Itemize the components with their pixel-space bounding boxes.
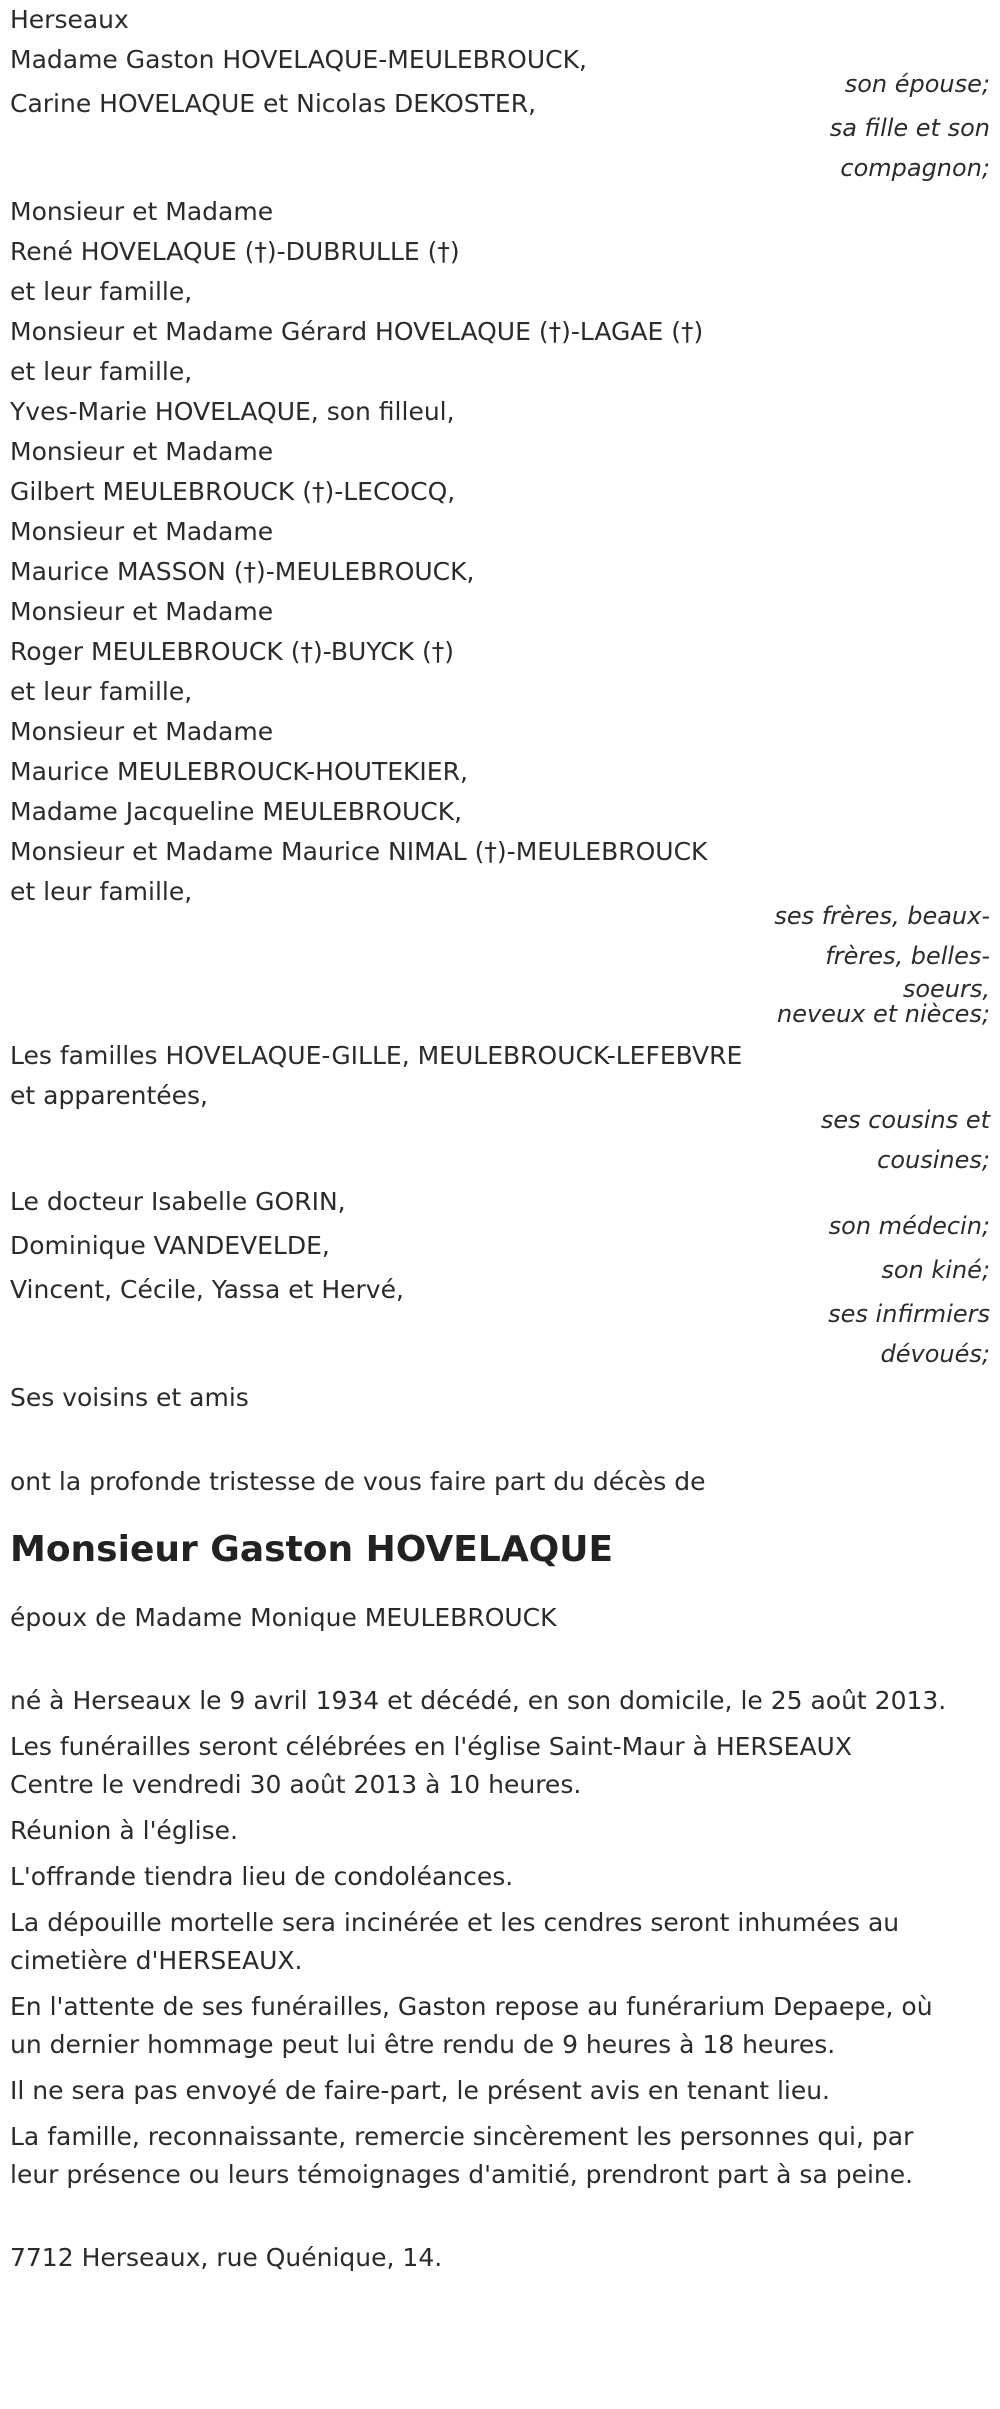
detail-line: Centre le vendredi 30 août 2013 à 10 heures. bbox=[10, 1770, 582, 1799]
relation-line: soeurs, bbox=[902, 975, 990, 1003]
relation-line: ses infirmiers bbox=[828, 1300, 990, 1328]
spouse-line: époux de Madame Monique MEULEBROUCK bbox=[10, 1603, 557, 1632]
detail-line: un dernier hommage peut lui être rendu de 9 heures à 18 heures. bbox=[10, 2030, 836, 2059]
relation-line: ses frères, beaux- bbox=[774, 902, 990, 930]
family-line: Vincent, Cécile, Yassa et Hervé, bbox=[10, 1275, 404, 1304]
family-line: et leur famille, bbox=[10, 357, 193, 386]
family-group-nurses bbox=[10, 1270, 990, 1374]
family-line: René HOVELAQUE (†)-DUBRULLE (†) bbox=[10, 237, 460, 266]
family-line: Roger MEULEBROUCK (†)-BUYCK (†) bbox=[10, 637, 454, 666]
family-line: Madame Jacqueline MEULEBROUCK, bbox=[10, 797, 463, 826]
family-line: Monsieur et Madame bbox=[10, 717, 274, 746]
family-group-cousins bbox=[10, 1036, 990, 1180]
details-paragraph bbox=[10, 1858, 990, 1896]
family-line: Yves-Marie HOVELAQUE, son filleul, bbox=[10, 397, 455, 426]
detail-line: En l'attente de ses funérailles, Gaston repose au funérarium Depaepe, où bbox=[10, 1992, 933, 2021]
family-group-siblings bbox=[10, 192, 990, 1026]
family-line: Monsieur et Madame bbox=[10, 437, 274, 466]
relation-line: dévoués; bbox=[880, 1340, 990, 1368]
detail-line: Les funérailles seront célébrées en l'église Saint-Maur à HERSEAUX bbox=[10, 1732, 852, 1761]
family-line: Le docteur Isabelle GORIN, bbox=[10, 1187, 346, 1216]
details-paragraph bbox=[10, 2072, 990, 2110]
family-line: Monsieur et Madame bbox=[10, 197, 274, 226]
details-paragraph bbox=[10, 1904, 990, 1980]
detail-line: La famille, reconnaissante, remercie sincèrement les personnes qui, par bbox=[10, 2122, 914, 2151]
relation-line: frères, belles- bbox=[825, 942, 990, 970]
family-line: Monsieur et Madame Gérard HOVELAQUE (†)-LAGAE (†) bbox=[10, 317, 704, 346]
relation-line: compagnon; bbox=[840, 154, 990, 182]
obituary-document bbox=[10, 0, 990, 2278]
family-group-daughter bbox=[10, 84, 990, 188]
detail-line: L'offrande tiendra lieu de condoléances. bbox=[10, 1862, 514, 1891]
relation-line: sa fille et son bbox=[829, 114, 990, 142]
detail-line: leur présence ou leurs témoignages d'amitié, prendront part à sa peine. bbox=[10, 2160, 914, 2189]
family-line: et leur famille, bbox=[10, 277, 193, 306]
details-paragraph bbox=[10, 2118, 990, 2194]
town-header: Herseaux bbox=[10, 5, 129, 34]
family-line: et leur famille, bbox=[10, 877, 193, 906]
relation-line: son médecin; bbox=[828, 1212, 990, 1240]
family-line: Monsieur et Madame bbox=[10, 517, 274, 546]
detail-line: né à Herseaux le 9 avril 1934 et décédé, en son domicile, le 25 août 2013. bbox=[10, 1686, 947, 1715]
details-paragraph bbox=[10, 1728, 990, 1804]
family-line: Gilbert MEULEBROUCK (†)-LECOCQ, bbox=[10, 477, 456, 506]
relation-label bbox=[10, 896, 990, 1026]
details-paragraph bbox=[10, 1812, 990, 1850]
family-line: et leur famille, bbox=[10, 677, 193, 706]
relation-line: son épouse; bbox=[844, 70, 990, 98]
detail-line: cimetière d'HERSEAUX. bbox=[10, 1946, 303, 1975]
family-line: Dominique VANDEVELDE, bbox=[10, 1231, 330, 1260]
family-line: Maurice MASSON (†)-MEULEBROUCK, bbox=[10, 557, 475, 586]
detail-line: Réunion à l'église. bbox=[10, 1816, 238, 1845]
family-line: Maurice MEULEBROUCK-HOUTEKIER, bbox=[10, 757, 468, 786]
details-paragraph bbox=[10, 1988, 990, 2064]
announcement-line: ont la profonde tristesse de vous faire part du décès de bbox=[10, 1467, 706, 1496]
family-line: et apparentées, bbox=[10, 1081, 208, 1110]
detail-line: Il ne sera pas envoyé de faire-part, le présent avis en tenant lieu. bbox=[10, 2076, 831, 2105]
details-paragraph bbox=[10, 1682, 990, 1720]
relation-line: neveux et nièces; bbox=[777, 1000, 990, 1028]
relation-line: cousines; bbox=[877, 1146, 990, 1174]
relation-line: son kiné; bbox=[881, 1256, 990, 1284]
friends-line: Ses voisins et amis bbox=[10, 1383, 249, 1412]
family-line: Carine HOVELAQUE et Nicolas DEKOSTER, bbox=[10, 89, 537, 118]
family-line: Madame Gaston HOVELAQUE-MEULEBROUCK, bbox=[10, 45, 587, 74]
deceased-name: Monsieur Gaston HOVELAQUE bbox=[10, 1529, 614, 1570]
family-line: Monsieur et Madame bbox=[10, 597, 274, 626]
family-line: Les familles HOVELAQUE-GILLE, MEULEBROUCK-LEFEBVRE bbox=[10, 1041, 743, 1070]
address-line: 7712 Herseaux, rue Quénique, 14. bbox=[10, 2243, 443, 2272]
relation-line: ses cousins et bbox=[820, 1106, 990, 1134]
detail-line: La dépouille mortelle sera incinérée et les cendres seront inhumées au bbox=[10, 1908, 900, 1937]
family-line: Monsieur et Madame Maurice NIMAL (†)-MEULEBROUCK bbox=[10, 837, 708, 866]
